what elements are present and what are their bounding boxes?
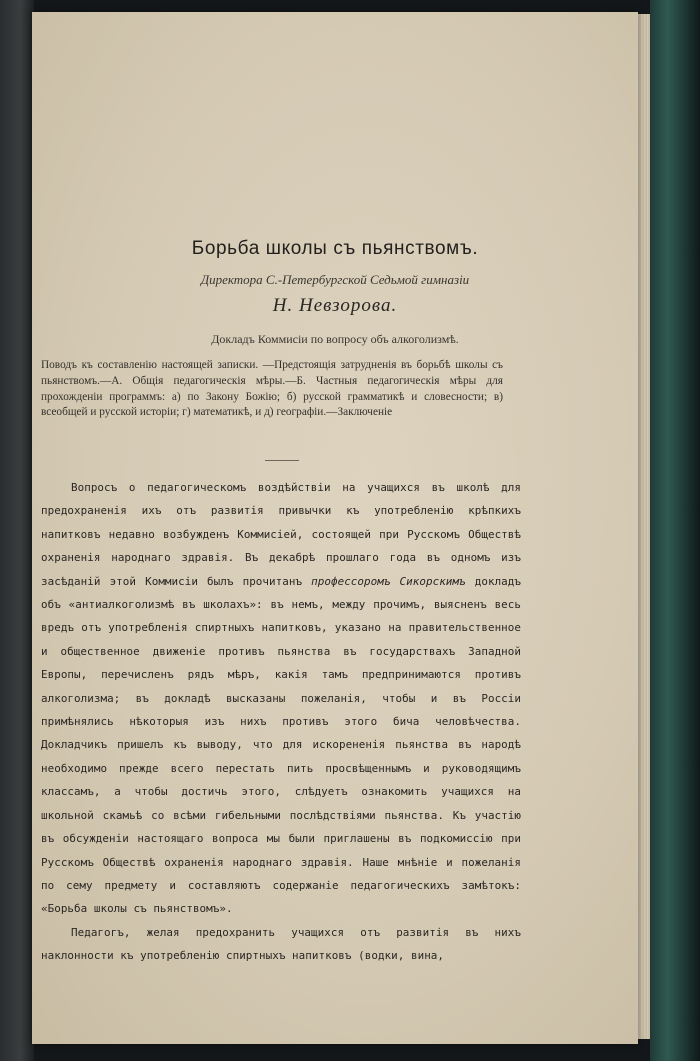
paragraph-2	[41, 921, 521, 968]
article-title: Борьба школы съ пьянствомъ.	[191, 238, 479, 259]
book-page	[32, 12, 638, 1044]
paragraph-1	[41, 476, 521, 921]
book-cover-edge	[650, 0, 700, 1061]
article-body	[41, 476, 521, 968]
section-divider	[265, 460, 299, 461]
paragraph-1-italic: профессоромъ Сикорскимъ	[311, 574, 466, 588]
paragraph-2-text: Педагогъ, желая предохранить учащихся отъ развитія въ нихъ наклонности къ употребленію спиртныхъ напитковъ (водки, вина,	[41, 925, 521, 963]
report-note: Докладъ Коммисіи по вопросу объ алкоголизмѣ.	[211, 332, 459, 346]
author-position: Директора С.-Петербургской Седьмой гимназіи	[200, 272, 470, 287]
book-binding-left	[0, 0, 34, 1061]
paragraph-1-rest: докладъ объ «антиалкоголизмѣ въ школахъ»: въ немъ, между прочимъ, выясненъ весь вредъ отъ употребленія спиртныхъ напитковъ, указано на правительственное и общественное движеніе противъ пьянства въ государствахъ Западной Европы, перечисленъ рядъ мѣръ, какія тамъ предпринимаются противъ алкоголизма; въ докладѣ высказаны пожеланія, чтобы и въ Россіи примѣнялись нѣкоторыя изъ нихъ противъ этого бича человѣчества. Докладчикъ пришелъ къ выводу, что для искорененія пьянства въ народѣ необходимо прежде всего перестать пить просвѣщеннымъ и руководящимъ классамъ, а чтобы достичь этого, слѣдуетъ ознакомить учащихся на школьной скамьѣ со всѣми гибельными послѣдствіями пьянства. Къ участію въ обсужденіи настоящаго вопроса мы были приглашены въ подкомиссію при Русскомъ Обществѣ охраненія народнаго здравія. Наше мнѣніе и пожеланія по сему предмету и составляютъ содержаніе педагогическихъ замѣтокъ: «Борьба школы съ пьянствомъ».	[41, 574, 521, 916]
contents-summary: Поводъ къ составленію настоящей записки. —Предстоящія затрудненія въ борьбѣ школы съ пьянствомъ.—А. Общія педагогическія мѣры.—Б. Частныя педагогическія мѣры для прохожденіи программъ: а) по Закону Божію; б) русской грамматикѣ и словесности; в) всеобщей и русской исторіи; г) математикѣ, и д) географіи.—Заключеніе	[41, 359, 503, 419]
paragraph-1-start: Вопросъ о педагогическомъ воздѣйствіи на учащихся въ школѣ для предохраненія ихъ отъ развитія привычки къ употребленію крѣпкихъ напитковъ недавно возбужденъ Коммисіей, состоящей при Русскомъ Обществѣ охраненія народнаго здравія. Въ декабрѣ прошлаго года въ одномъ изъ засѣданій этой Коммисіи былъ прочитанъ	[41, 481, 521, 588]
author-name: Н. Невзорова.	[272, 295, 398, 316]
